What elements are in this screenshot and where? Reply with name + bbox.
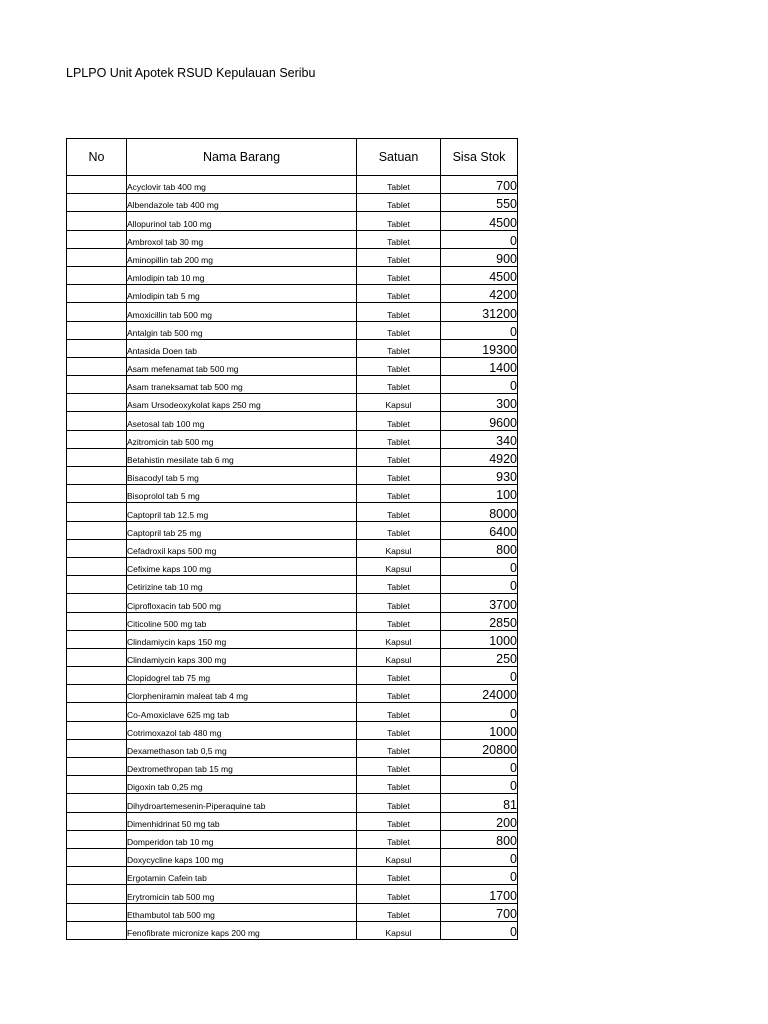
row-item-name: Albendazole tab 400 mg (127, 194, 357, 212)
row-no-cell (67, 885, 127, 903)
row-item-name: Asam Ursodeoxykolat kaps 250 mg (127, 394, 357, 412)
row-item-stock: 800 (441, 830, 518, 848)
row-item-unit: Tablet (357, 376, 441, 394)
row-item-name: Dihydroartemesenin-Piperaquine tab (127, 794, 357, 812)
row-no-cell (67, 194, 127, 212)
row-item-stock: 0 (441, 321, 518, 339)
row-item-unit: Tablet (357, 266, 441, 284)
row-item-name: Citicoline 500 mg tab (127, 612, 357, 630)
row-item-unit: Tablet (357, 667, 441, 685)
row-item-unit: Tablet (357, 776, 441, 794)
row-no-cell (67, 485, 127, 503)
row-item-stock: 4920 (441, 448, 518, 466)
table-row (67, 430, 518, 448)
row-no-cell (67, 848, 127, 866)
table-row (67, 594, 518, 612)
row-item-name: Fenofibrate micronize kaps 200 mg (127, 921, 357, 939)
table-row (67, 921, 518, 939)
row-item-unit: Tablet (357, 212, 441, 230)
row-item-stock: 31200 (441, 303, 518, 321)
table-row (67, 285, 518, 303)
table-row (67, 557, 518, 575)
header-unit: Satuan (357, 139, 441, 176)
row-item-name: Asam mefenamat tab 500 mg (127, 357, 357, 375)
row-no-cell (67, 521, 127, 539)
table-row (67, 339, 518, 357)
row-item-name: Captopril tab 25 mg (127, 521, 357, 539)
table-row (67, 303, 518, 321)
row-item-name: Amoxicillin tab 500 mg (127, 303, 357, 321)
row-item-name: Cetirizine tab 10 mg (127, 576, 357, 594)
table-row (67, 376, 518, 394)
row-item-stock: 20800 (441, 739, 518, 757)
row-item-unit: Tablet (357, 703, 441, 721)
table-row (67, 848, 518, 866)
row-item-stock: 1400 (441, 357, 518, 375)
row-no-cell (67, 448, 127, 466)
table-row (67, 903, 518, 921)
row-item-unit: Tablet (357, 485, 441, 503)
row-item-unit: Tablet (357, 503, 441, 521)
header-stock: Sisa Stok (441, 139, 518, 176)
row-item-stock: 800 (441, 539, 518, 557)
row-item-unit: Tablet (357, 739, 441, 757)
table-row (67, 212, 518, 230)
row-item-stock: 24000 (441, 685, 518, 703)
row-item-name: Asetosal tab 100 mg (127, 412, 357, 430)
table-row (67, 521, 518, 539)
row-item-stock: 81 (441, 794, 518, 812)
row-item-stock: 0 (441, 703, 518, 721)
row-item-unit: Tablet (357, 612, 441, 630)
row-item-name: Clindamiycin kaps 150 mg (127, 630, 357, 648)
row-no-cell (67, 321, 127, 339)
row-item-stock: 300 (441, 394, 518, 412)
row-item-unit: Tablet (357, 794, 441, 812)
row-item-name: Antasida Doen tab (127, 339, 357, 357)
row-item-unit: Tablet (357, 594, 441, 612)
row-item-unit: Tablet (357, 339, 441, 357)
row-item-unit: Tablet (357, 230, 441, 248)
row-no-cell (67, 394, 127, 412)
row-item-stock: 700 (441, 903, 518, 921)
row-item-unit: Tablet (357, 758, 441, 776)
row-no-cell (67, 230, 127, 248)
row-item-stock: 0 (441, 921, 518, 939)
table-row (67, 885, 518, 903)
table-row (67, 721, 518, 739)
table-row (67, 539, 518, 557)
row-item-unit: Kapsul (357, 557, 441, 575)
row-item-stock: 930 (441, 467, 518, 485)
row-item-unit: Tablet (357, 903, 441, 921)
row-no-cell (67, 648, 127, 666)
row-item-unit: Kapsul (357, 394, 441, 412)
row-item-name: Ambroxol tab 30 mg (127, 230, 357, 248)
table-row (67, 776, 518, 794)
row-item-stock: 2850 (441, 612, 518, 630)
row-item-name: Dimenhidrinat 50 mg tab (127, 812, 357, 830)
row-item-name: Azitromicin tab 500 mg (127, 430, 357, 448)
row-item-stock: 8000 (441, 503, 518, 521)
row-item-unit: Tablet (357, 176, 441, 194)
table-row (67, 503, 518, 521)
table-row (67, 485, 518, 503)
table-row (67, 758, 518, 776)
row-item-name: Clorpheniramin maleat tab 4 mg (127, 685, 357, 703)
table-row (67, 176, 518, 194)
row-no-cell (67, 867, 127, 885)
row-item-stock: 19300 (441, 339, 518, 357)
row-item-name: Domperidon tab 10 mg (127, 830, 357, 848)
row-item-unit: Tablet (357, 357, 441, 375)
row-item-stock: 0 (441, 758, 518, 776)
row-no-cell (67, 594, 127, 612)
row-item-name: Captopril tab 12.5 mg (127, 503, 357, 521)
table-row (67, 630, 518, 648)
table-row (67, 739, 518, 757)
row-item-stock: 3700 (441, 594, 518, 612)
row-no-cell (67, 430, 127, 448)
row-item-name: Antalgin tab 500 mg (127, 321, 357, 339)
row-no-cell (67, 794, 127, 812)
row-item-name: Acyclovir tab 400 mg (127, 176, 357, 194)
table-row (67, 394, 518, 412)
row-no-cell (67, 685, 127, 703)
row-item-unit: Tablet (357, 685, 441, 703)
row-item-name: Amlodipin tab 10 mg (127, 266, 357, 284)
row-item-name: Allopurinol tab 100 mg (127, 212, 357, 230)
row-item-name: Dexamethason tab 0,5 mg (127, 739, 357, 757)
row-no-cell (67, 667, 127, 685)
row-item-unit: Tablet (357, 521, 441, 539)
table-row (67, 794, 518, 812)
table-body (67, 176, 518, 940)
table-row (67, 703, 518, 721)
row-no-cell (67, 776, 127, 794)
row-no-cell (67, 412, 127, 430)
row-no-cell (67, 830, 127, 848)
row-item-name: Clopidogrel tab 75 mg (127, 667, 357, 685)
table-row (67, 230, 518, 248)
row-item-stock: 4200 (441, 285, 518, 303)
row-item-name: Digoxin tab 0,25 mg (127, 776, 357, 794)
row-no-cell (67, 467, 127, 485)
row-no-cell (67, 721, 127, 739)
row-no-cell (67, 176, 127, 194)
table-row (67, 648, 518, 666)
row-item-name: Amlodipin tab 5 mg (127, 285, 357, 303)
row-item-name: Ergotamin Cafein tab (127, 867, 357, 885)
row-item-unit: Tablet (357, 448, 441, 466)
row-no-cell (67, 248, 127, 266)
table-row (67, 467, 518, 485)
row-item-name: Asam traneksamat tab 500 mg (127, 376, 357, 394)
row-no-cell (67, 339, 127, 357)
row-item-stock: 0 (441, 776, 518, 794)
row-item-name: Ciprofloxacin tab 500 mg (127, 594, 357, 612)
row-item-stock: 0 (441, 848, 518, 866)
row-no-cell (67, 303, 127, 321)
row-item-unit: Kapsul (357, 539, 441, 557)
row-item-stock: 700 (441, 176, 518, 194)
row-no-cell (67, 921, 127, 939)
row-no-cell (67, 758, 127, 776)
table-row (67, 576, 518, 594)
table-row (67, 266, 518, 284)
row-item-unit: Tablet (357, 248, 441, 266)
row-item-name: Co-Amoxiclave 625 mg tab (127, 703, 357, 721)
header-name: Nama Barang (127, 139, 357, 176)
row-item-unit: Kapsul (357, 630, 441, 648)
row-no-cell (67, 812, 127, 830)
table-row (67, 194, 518, 212)
row-item-stock: 1000 (441, 721, 518, 739)
row-item-name: Bisacodyl tab 5 mg (127, 467, 357, 485)
row-item-name: Dextromethropan tab 15 mg (127, 758, 357, 776)
row-item-unit: Tablet (357, 721, 441, 739)
row-item-unit: Tablet (357, 830, 441, 848)
row-item-unit: Kapsul (357, 921, 441, 939)
row-item-unit: Tablet (357, 285, 441, 303)
table-row (67, 612, 518, 630)
row-no-cell (67, 612, 127, 630)
row-no-cell (67, 285, 127, 303)
row-item-unit: Tablet (357, 412, 441, 430)
row-item-unit: Tablet (357, 885, 441, 903)
table-row (67, 321, 518, 339)
row-item-unit: Tablet (357, 576, 441, 594)
row-item-stock: 200 (441, 812, 518, 830)
stock-table (66, 138, 518, 940)
row-item-unit: Tablet (357, 430, 441, 448)
row-item-stock: 340 (441, 430, 518, 448)
row-item-stock: 0 (441, 867, 518, 885)
row-item-stock: 0 (441, 557, 518, 575)
row-no-cell (67, 903, 127, 921)
row-no-cell (67, 557, 127, 575)
header-no: No (67, 139, 127, 176)
row-no-cell (67, 576, 127, 594)
row-item-name: Aminopillin tab 200 mg (127, 248, 357, 266)
row-no-cell (67, 539, 127, 557)
row-item-name: Cefadroxil kaps 500 mg (127, 539, 357, 557)
row-item-stock: 9600 (441, 412, 518, 430)
row-no-cell (67, 357, 127, 375)
row-item-stock: 0 (441, 376, 518, 394)
row-item-name: Ethambutol tab 500 mg (127, 903, 357, 921)
row-item-name: Erytromicin tab 500 mg (127, 885, 357, 903)
row-no-cell (67, 630, 127, 648)
row-item-stock: 6400 (441, 521, 518, 539)
row-item-name: Betahistin mesilate tab 6 mg (127, 448, 357, 466)
row-item-name: Doxycycline kaps 100 mg (127, 848, 357, 866)
table-row (67, 667, 518, 685)
row-item-stock: 900 (441, 248, 518, 266)
row-item-stock: 1700 (441, 885, 518, 903)
document-title: LPLPO Unit Apotek RSUD Kepulauan Seribu (66, 66, 316, 80)
row-item-stock: 0 (441, 576, 518, 594)
row-no-cell (67, 376, 127, 394)
row-item-unit: Tablet (357, 812, 441, 830)
table-row (67, 830, 518, 848)
row-item-stock: 4500 (441, 212, 518, 230)
row-item-unit: Tablet (357, 194, 441, 212)
row-item-unit: Tablet (357, 467, 441, 485)
row-item-name: Cotrimoxazol tab 480 mg (127, 721, 357, 739)
row-item-unit: Tablet (357, 321, 441, 339)
row-item-stock: 100 (441, 485, 518, 503)
row-item-stock: 4500 (441, 266, 518, 284)
row-no-cell (67, 703, 127, 721)
row-item-name: Bisoprolol tab 5 mg (127, 485, 357, 503)
row-item-stock: 1000 (441, 630, 518, 648)
row-item-name: Cefixime kaps 100 mg (127, 557, 357, 575)
table-row (67, 685, 518, 703)
row-no-cell (67, 503, 127, 521)
row-item-unit: Tablet (357, 867, 441, 885)
row-item-unit: Tablet (357, 303, 441, 321)
row-no-cell (67, 266, 127, 284)
table-row (67, 412, 518, 430)
table-header-row (67, 139, 518, 176)
row-item-stock: 250 (441, 648, 518, 666)
row-item-unit: Kapsul (357, 848, 441, 866)
row-no-cell (67, 739, 127, 757)
table-row (67, 448, 518, 466)
table-row (67, 812, 518, 830)
table-row (67, 248, 518, 266)
row-item-unit: Kapsul (357, 648, 441, 666)
table-row (67, 867, 518, 885)
row-item-name: Clindamiycin kaps 300 mg (127, 648, 357, 666)
row-item-stock: 550 (441, 194, 518, 212)
row-item-stock: 0 (441, 230, 518, 248)
row-item-stock: 0 (441, 667, 518, 685)
table-row (67, 357, 518, 375)
row-no-cell (67, 212, 127, 230)
